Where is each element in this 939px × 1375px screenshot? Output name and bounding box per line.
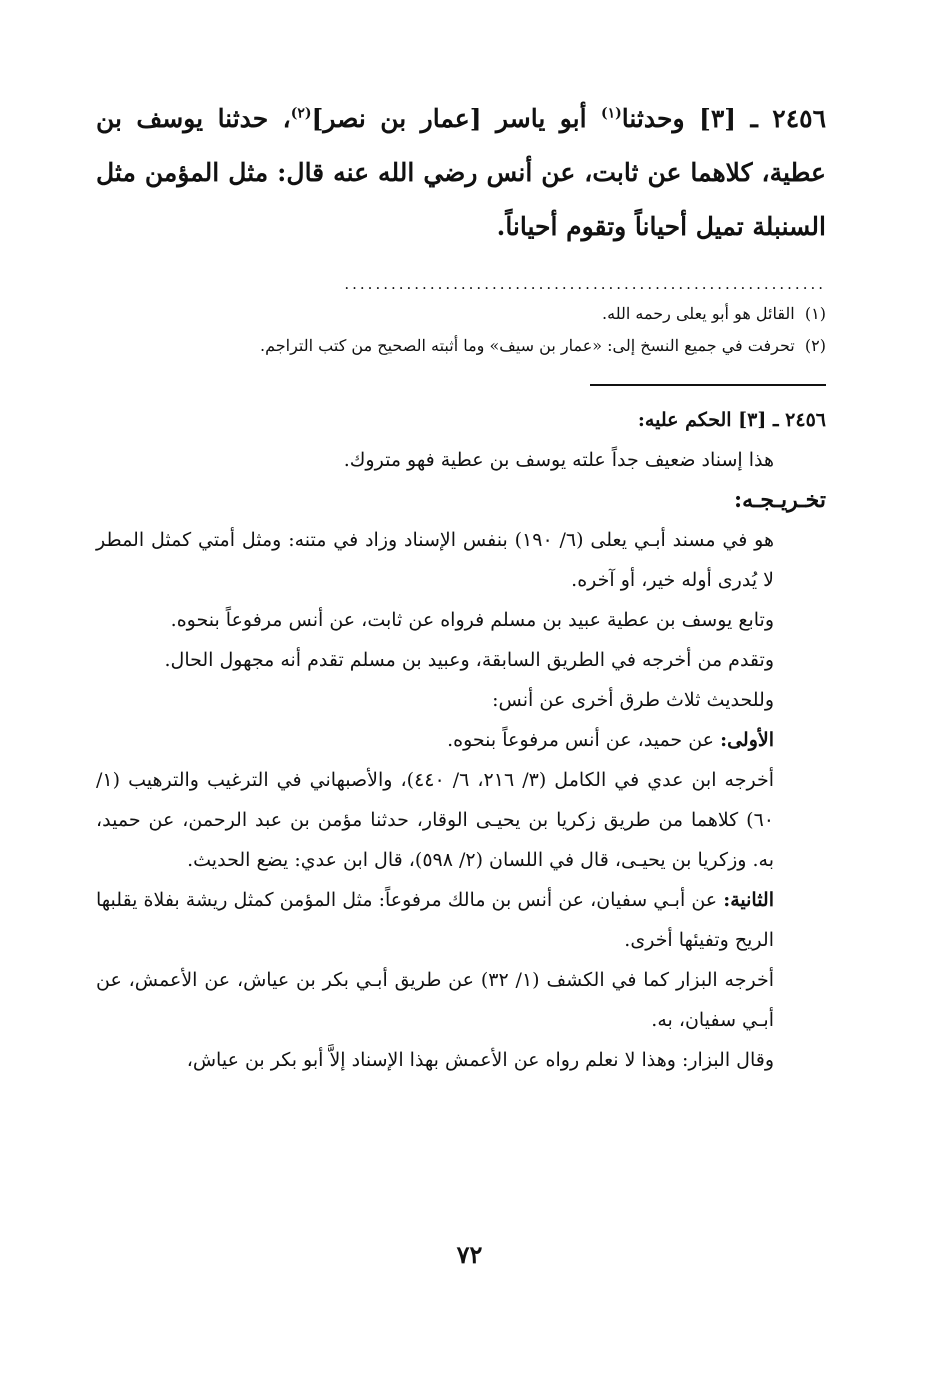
hadith-text-part: المؤمن مثل السنبلة تميل أحياناً وتقوم أحياناً. [96, 158, 826, 241]
page-number: ٧٢ [456, 1240, 483, 1269]
paragraph [96, 880, 826, 960]
paragraph: أخرجه البزار كما في الكشف (١/ ٣٢) عن طريق أبـي بكر بن عياش، عن الأعمش، عن أبـي سفيان، به. [96, 969, 774, 1031]
takhrij-heading: تخـريـجـه: [733, 487, 826, 513]
footnote-separator: .............................................................. [344, 275, 826, 293]
footnote-marker: (٢) [290, 105, 312, 122]
footnote-item [96, 330, 826, 362]
footnote-number: (١) [804, 304, 826, 323]
footnote-number: (٢) [804, 336, 826, 355]
footnote-marker: (١) [600, 105, 622, 122]
footnote-item [96, 298, 826, 330]
path-label: الأولى: [720, 729, 774, 751]
paragraph-text: عن أبـي سفيان، عن أنس بن مالك مرفوعاً: مثل المؤمن كمثل ريشة بفلاة يقلبها الريح وتفيئها أخرى. [96, 889, 774, 951]
footnote-text: القائل هو أبو يعلى رحمه الله. [602, 304, 795, 323]
footnotes [96, 298, 826, 362]
hadith-number: ٢٤٥٦ ـ [٣] [698, 104, 826, 133]
paragraph-text: عن حميد، عن أنس مرفوعاً بنحوه. [447, 729, 715, 751]
paragraph: أخرجه ابن عدي في الكامل (٣/ ٢١٦، ٦/ ٤٤٠)، والأصبهاني في الترغيب والترهيب (١/ ٦٠) كلاهما من طريق زكريا بن يحيـى الوقار، حدثنا مؤمن بن عبد الرحمن، عن حميد، به. وزكريا بن يحيـى، قال في اللسان (٢/ ٥٩٨)، قال ابن عدي: يضع الحديث. [96, 769, 774, 871]
paragraph: وتقدم من أخرجه في الطريق السابقة، وعبيد بن مسلم تقدم أنه مجهول الحال. [164, 649, 774, 671]
commentary [96, 400, 826, 1080]
ruling-heading: ٢٤٥٦ ـ [٣] الحكم عليه: [637, 409, 826, 431]
hadith-text-part: أبو ياسر [عمار بن نصر] [311, 104, 587, 133]
hadith-text-part: ، حدثنا [217, 104, 291, 133]
hadith-text-part: وحدثنا [621, 104, 685, 133]
footnote-text: تحرفت في جميع النسخ إلى: «عمار بن سيف» وما أثبته الصحيح من كتب التراجم. [260, 336, 795, 355]
hadith-line [96, 92, 826, 254]
paragraph: وللحديث ثلاث طرق أخرى عن أنس: [492, 689, 774, 711]
paragraph: هو في مسند أبـي يعلى (٦/ ١٩٠) بنفس الإسناد وزاد في متنه: ومثل أمتي كمثل المطر لا يُدرى أوله خير، أو آخره. [96, 529, 774, 591]
paragraph: وتابع يوسف بن عطية عبيد بن مسلم فرواه عن ثابت، عن أنس مرفوعاً بنحوه. [170, 609, 774, 631]
paragraph: وقال البزار: وهذا لا نعلم رواه عن الأعمش بهذا الإسناد إلاَّ أبو بكر بن عياش، [186, 1049, 774, 1071]
path-label: الثانية: [723, 889, 774, 911]
page-content [96, 92, 826, 1080]
ruling-text: هذا إسناد ضعيف جداً علته يوسف بن عطية فهو متروك. [343, 449, 774, 471]
hadith-text [96, 92, 826, 254]
paragraph [96, 720, 826, 760]
section-divider [590, 384, 826, 386]
hadith-text-part: يوسف بن عطية، كلاهما عن ثابت، عن أنس رضي الله عنه قال: مثل [96, 104, 826, 187]
